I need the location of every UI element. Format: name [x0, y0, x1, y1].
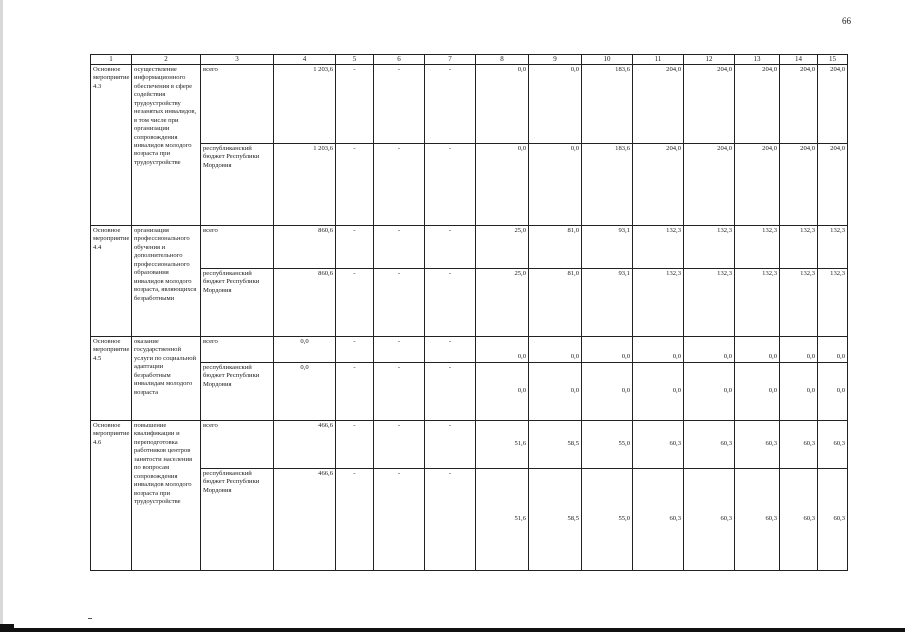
- value-cell: -: [374, 421, 425, 469]
- source-cell: всего: [201, 421, 274, 469]
- value-cell: -: [425, 269, 476, 337]
- description-cell: осуществление информационного обеспечения в сфере содействия трудоустройству незанятых инвалидов, в том числе при организации сопровождения инвалидов молодого возраста при трудоустройстве: [132, 65, 201, 226]
- source-cell: всего: [201, 65, 274, 144]
- value-cell: 0,0: [476, 363, 529, 421]
- value-cell: 204,0: [780, 144, 818, 226]
- value-cell: 466,6: [274, 469, 336, 571]
- value-cell: 0,0: [529, 65, 582, 144]
- table-row: [91, 144, 848, 226]
- header-cell: 6: [374, 55, 425, 65]
- header-cell: 5: [336, 55, 374, 65]
- value-cell: 0,0: [274, 337, 336, 363]
- value-cell: -: [374, 65, 425, 144]
- value-cell: -: [336, 144, 374, 226]
- scan-corner: [0, 624, 14, 632]
- value-cell: 204,0: [735, 144, 780, 226]
- table-row: [91, 421, 848, 469]
- header-cell: 15: [818, 55, 848, 65]
- description-cell: повышение квалификации и переподготовка работников центров занятости населения по вопросам сопровождения инвалидов молодого возраста при трудоустройстве: [132, 421, 201, 571]
- value-cell: 55,0: [582, 469, 633, 571]
- value-cell: 0,0: [818, 363, 848, 421]
- value-cell: 0,0: [684, 363, 735, 421]
- value-cell: 0,0: [684, 337, 735, 363]
- value-cell: -: [336, 269, 374, 337]
- value-cell: 0,0: [818, 337, 848, 363]
- value-cell: -: [425, 144, 476, 226]
- value-cell: 0,0: [633, 337, 684, 363]
- value-cell: 0,0: [529, 144, 582, 226]
- scan-mark: [88, 618, 92, 619]
- value-cell: 0,0: [476, 65, 529, 144]
- value-cell: 93,1: [582, 269, 633, 337]
- source-cell: республиканский бюджет Республики Мордовия: [201, 269, 274, 337]
- header-cell: 2: [132, 55, 201, 65]
- value-cell: -: [425, 337, 476, 363]
- value-cell: 204,0: [735, 65, 780, 144]
- value-cell: -: [374, 363, 425, 421]
- header-row: [91, 55, 848, 65]
- value-cell: 0,0: [735, 337, 780, 363]
- value-cell: 0,0: [780, 363, 818, 421]
- value-cell: 81,0: [529, 269, 582, 337]
- header-cell: 4: [274, 55, 336, 65]
- value-cell: 60,3: [735, 421, 780, 469]
- value-cell: -: [336, 469, 374, 571]
- value-cell: 60,3: [735, 469, 780, 571]
- value-cell: 25,0: [476, 269, 529, 337]
- value-cell: -: [374, 269, 425, 337]
- value-cell: 1 203,6: [274, 144, 336, 226]
- value-cell: -: [425, 65, 476, 144]
- source-cell: республиканский бюджет Республики Мордовия: [201, 363, 274, 421]
- header-cell: 8: [476, 55, 529, 65]
- value-cell: 93,1: [582, 226, 633, 269]
- value-cell: -: [336, 363, 374, 421]
- description-cell: оказание государственной услуги по социальной адаптации безработным инвалидам молодого возраста: [132, 337, 201, 421]
- value-cell: 132,3: [780, 226, 818, 269]
- value-cell: -: [336, 65, 374, 144]
- value-cell: 132,3: [633, 226, 684, 269]
- header-cell: 13: [735, 55, 780, 65]
- value-cell: -: [425, 363, 476, 421]
- value-cell: 0,0: [476, 144, 529, 226]
- value-cell: 0,0: [476, 337, 529, 363]
- value-cell: 860,6: [274, 269, 336, 337]
- value-cell: -: [336, 337, 374, 363]
- value-cell: -: [425, 469, 476, 571]
- event-cell: Основное мероприятие 4.6: [91, 421, 132, 571]
- value-cell: 0,0: [633, 363, 684, 421]
- page-edge: [0, 0, 3, 632]
- header-cell: 7: [425, 55, 476, 65]
- value-cell: 0,0: [582, 363, 633, 421]
- value-cell: 58,5: [529, 469, 582, 571]
- value-cell: 132,3: [818, 269, 848, 337]
- source-cell: всего: [201, 226, 274, 269]
- value-cell: 204,0: [818, 144, 848, 226]
- value-cell: -: [374, 337, 425, 363]
- table-row: [91, 469, 848, 571]
- table-row: [91, 226, 848, 269]
- value-cell: 204,0: [780, 65, 818, 144]
- value-cell: 132,3: [684, 269, 735, 337]
- event-cell: Основное мероприятие 4.5: [91, 337, 132, 421]
- value-cell: 204,0: [684, 144, 735, 226]
- value-cell: 204,0: [633, 65, 684, 144]
- value-cell: 60,3: [780, 421, 818, 469]
- value-cell: -: [374, 469, 425, 571]
- source-cell: республиканский бюджет Республики Мордовия: [201, 469, 274, 571]
- value-cell: 132,3: [780, 269, 818, 337]
- value-cell: 58,5: [529, 421, 582, 469]
- header-cell: 9: [529, 55, 582, 65]
- source-cell: всего: [201, 337, 274, 363]
- value-cell: 51,6: [476, 421, 529, 469]
- header-cell: 12: [684, 55, 735, 65]
- value-cell: 183,6: [582, 144, 633, 226]
- value-cell: 860,6: [274, 226, 336, 269]
- value-cell: 0,0: [735, 363, 780, 421]
- header-cell: 3: [201, 55, 274, 65]
- value-cell: 204,0: [818, 65, 848, 144]
- value-cell: 60,3: [780, 469, 818, 571]
- value-cell: 60,3: [818, 421, 848, 469]
- value-cell: -: [425, 226, 476, 269]
- value-cell: 60,3: [818, 469, 848, 571]
- value-cell: 81,0: [529, 226, 582, 269]
- value-cell: 60,3: [684, 421, 735, 469]
- value-cell: 183,6: [582, 65, 633, 144]
- value-cell: 132,3: [633, 269, 684, 337]
- table-row: [91, 363, 848, 421]
- value-cell: 132,3: [735, 269, 780, 337]
- value-cell: -: [374, 144, 425, 226]
- value-cell: 204,0: [633, 144, 684, 226]
- value-cell: -: [336, 226, 374, 269]
- value-cell: 0,0: [274, 363, 336, 421]
- value-cell: 132,3: [684, 226, 735, 269]
- value-cell: 1 203,6: [274, 65, 336, 144]
- page-number: 66: [842, 16, 851, 26]
- table-row: [91, 65, 848, 144]
- value-cell: 51,6: [476, 469, 529, 571]
- value-cell: 0,0: [780, 337, 818, 363]
- value-cell: 466,6: [274, 421, 336, 469]
- header-cell: 10: [582, 55, 633, 65]
- value-cell: 60,3: [633, 421, 684, 469]
- value-cell: 0,0: [529, 337, 582, 363]
- value-cell: 132,3: [735, 226, 780, 269]
- value-cell: -: [425, 421, 476, 469]
- value-cell: -: [336, 421, 374, 469]
- scan-bottom-border: [0, 628, 905, 632]
- value-cell: -: [374, 226, 425, 269]
- value-cell: 132,3: [818, 226, 848, 269]
- value-cell: 60,3: [633, 469, 684, 571]
- table-row: [91, 337, 848, 363]
- event-cell: Основное мероприятие 4.4: [91, 226, 132, 337]
- header-cell: 11: [633, 55, 684, 65]
- value-cell: 25,0: [476, 226, 529, 269]
- description-cell: организация профессионального обучения и дополнительного профессионального образования инвалидов молодого возраста, являющихся безработными: [132, 226, 201, 337]
- header-cell: 14: [780, 55, 818, 65]
- event-cell: Основное мероприятие 4.3: [91, 65, 132, 226]
- value-cell: 0,0: [582, 337, 633, 363]
- header-cell: 1: [91, 55, 132, 65]
- value-cell: 55,0: [582, 421, 633, 469]
- value-cell: 204,0: [684, 65, 735, 144]
- table-row: [91, 269, 848, 337]
- budget-table: [90, 54, 848, 571]
- source-cell: республиканский бюджет Республики Мордовия: [201, 144, 274, 226]
- value-cell: 60,3: [684, 469, 735, 571]
- value-cell: 0,0: [529, 363, 582, 421]
